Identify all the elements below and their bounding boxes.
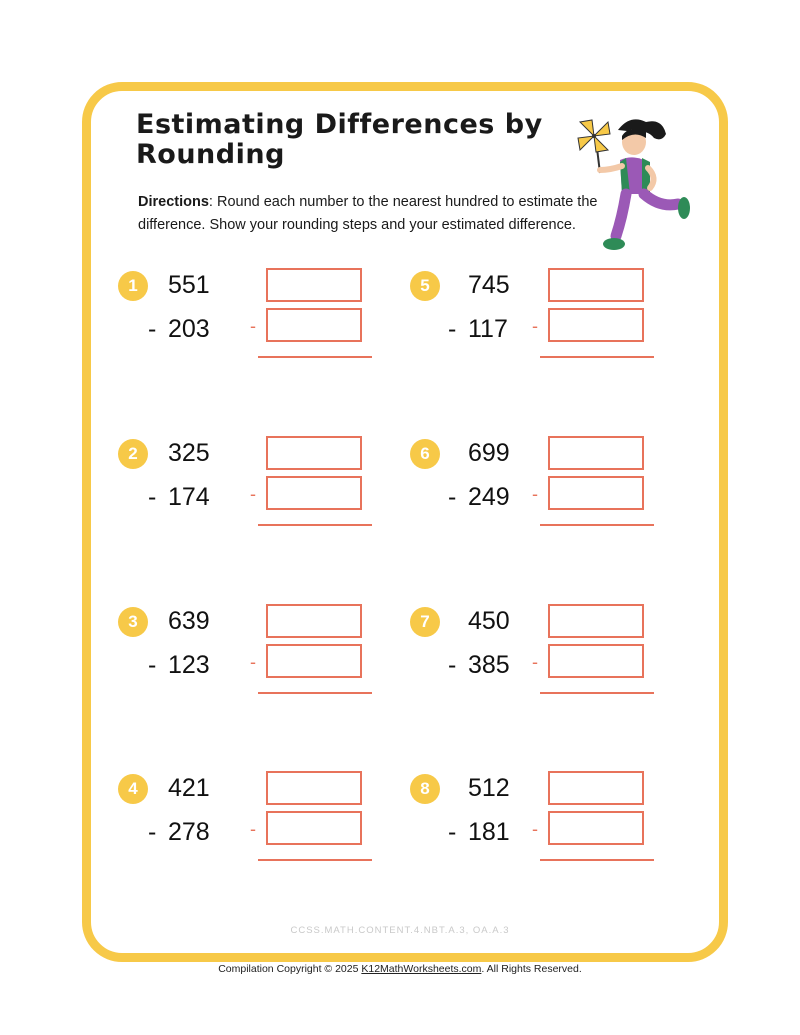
- rounded-subtrahend-box[interactable]: [266, 811, 362, 845]
- minus-sign: -: [148, 315, 157, 343]
- rounded-minuend-box[interactable]: [266, 436, 362, 470]
- minuend: 512: [468, 774, 510, 802]
- rounded-subtrahend-box[interactable]: [548, 476, 644, 510]
- minuend: 639: [168, 607, 210, 635]
- subtrahend: 123: [168, 651, 210, 679]
- box-minus-sign: -: [250, 819, 256, 839]
- box-minus-sign: -: [532, 652, 538, 672]
- subtrahend: 278: [168, 818, 210, 846]
- copyright-prefix: Compilation Copyright © 2025: [218, 963, 362, 975]
- copyright-suffix: . All Rights Reserved.: [481, 963, 582, 975]
- rounded-minuend-box[interactable]: [266, 268, 362, 302]
- problem-number-badge: 4: [118, 774, 148, 804]
- problem-1: [118, 268, 398, 378]
- problem-number-badge: 6: [410, 439, 440, 469]
- minus-sign: -: [148, 818, 157, 846]
- minuend: 421: [168, 774, 210, 802]
- girl-with-pinwheel-illustration: [570, 108, 695, 258]
- answer-line[interactable]: [540, 692, 654, 694]
- directions: [138, 191, 608, 237]
- box-minus-sign: -: [532, 484, 538, 504]
- minus-sign: -: [448, 315, 457, 343]
- rounded-subtrahend-box[interactable]: [548, 644, 644, 678]
- rounded-minuend-box[interactable]: [266, 604, 362, 638]
- subtrahend: 174: [168, 483, 210, 511]
- box-minus-sign: -: [532, 819, 538, 839]
- answer-line[interactable]: [540, 524, 654, 526]
- copyright-link[interactable]: K12MathWorksheets.com: [361, 963, 482, 975]
- minuend: 699: [468, 439, 510, 467]
- rounded-minuend-box[interactable]: [548, 604, 644, 638]
- box-minus-sign: -: [250, 652, 256, 672]
- subtrahend: 181: [468, 818, 510, 846]
- minus-sign: -: [148, 651, 157, 679]
- worksheet-title: Estimating Differences by Rounding: [136, 109, 543, 170]
- directions-text: : Round each number to the nearest hundred to estimate the difference. Show your rounding steps and your estimated difference.: [138, 194, 598, 233]
- problem-number-badge: 1: [118, 271, 148, 301]
- answer-line[interactable]: [258, 356, 372, 358]
- problem-2: [118, 436, 398, 546]
- rounded-minuend-box[interactable]: [548, 268, 644, 302]
- standards-footer: CCSS.MATH.CONTENT.4.NBT.A.3, OA.A.3: [290, 925, 510, 936]
- problem-number-badge: 2: [118, 439, 148, 469]
- minuend: 325: [168, 439, 210, 467]
- minus-sign: -: [448, 818, 457, 846]
- subtrahend: 203: [168, 315, 210, 343]
- minuend: 551: [168, 271, 210, 299]
- copyright-footer: [0, 963, 800, 975]
- answer-line[interactable]: [258, 859, 372, 861]
- box-minus-sign: -: [250, 316, 256, 336]
- rounded-minuend-box[interactable]: [548, 436, 644, 470]
- minuend: 745: [468, 271, 510, 299]
- problem-3: [118, 604, 398, 714]
- box-minus-sign: -: [250, 484, 256, 504]
- problem-7: [410, 604, 690, 714]
- rounded-minuend-box[interactable]: [548, 771, 644, 805]
- answer-line[interactable]: [258, 524, 372, 526]
- problem-6: [410, 436, 690, 546]
- minus-sign: -: [448, 651, 457, 679]
- rounded-subtrahend-box[interactable]: [266, 476, 362, 510]
- answer-line[interactable]: [540, 859, 654, 861]
- subtrahend: 249: [468, 483, 510, 511]
- problem-number-badge: 7: [410, 607, 440, 637]
- problem-number-badge: 3: [118, 607, 148, 637]
- minuend: 450: [468, 607, 510, 635]
- answer-line[interactable]: [258, 692, 372, 694]
- rounded-subtrahend-box[interactable]: [266, 644, 362, 678]
- box-minus-sign: -: [532, 316, 538, 336]
- minus-sign: -: [448, 483, 457, 511]
- minus-sign: -: [148, 483, 157, 511]
- rounded-subtrahend-box[interactable]: [548, 308, 644, 342]
- rounded-minuend-box[interactable]: [266, 771, 362, 805]
- answer-line[interactable]: [540, 356, 654, 358]
- subtrahend: 117: [468, 315, 508, 343]
- subtrahend: 385: [468, 651, 510, 679]
- problem-number-badge: 5: [410, 271, 440, 301]
- directions-label: Directions: [138, 194, 209, 210]
- problem-4: [118, 771, 398, 881]
- problem-8: [410, 771, 690, 881]
- rounded-subtrahend-box[interactable]: [266, 308, 362, 342]
- rounded-subtrahend-box[interactable]: [548, 811, 644, 845]
- problem-5: [410, 268, 690, 378]
- problem-number-badge: 8: [410, 774, 440, 804]
